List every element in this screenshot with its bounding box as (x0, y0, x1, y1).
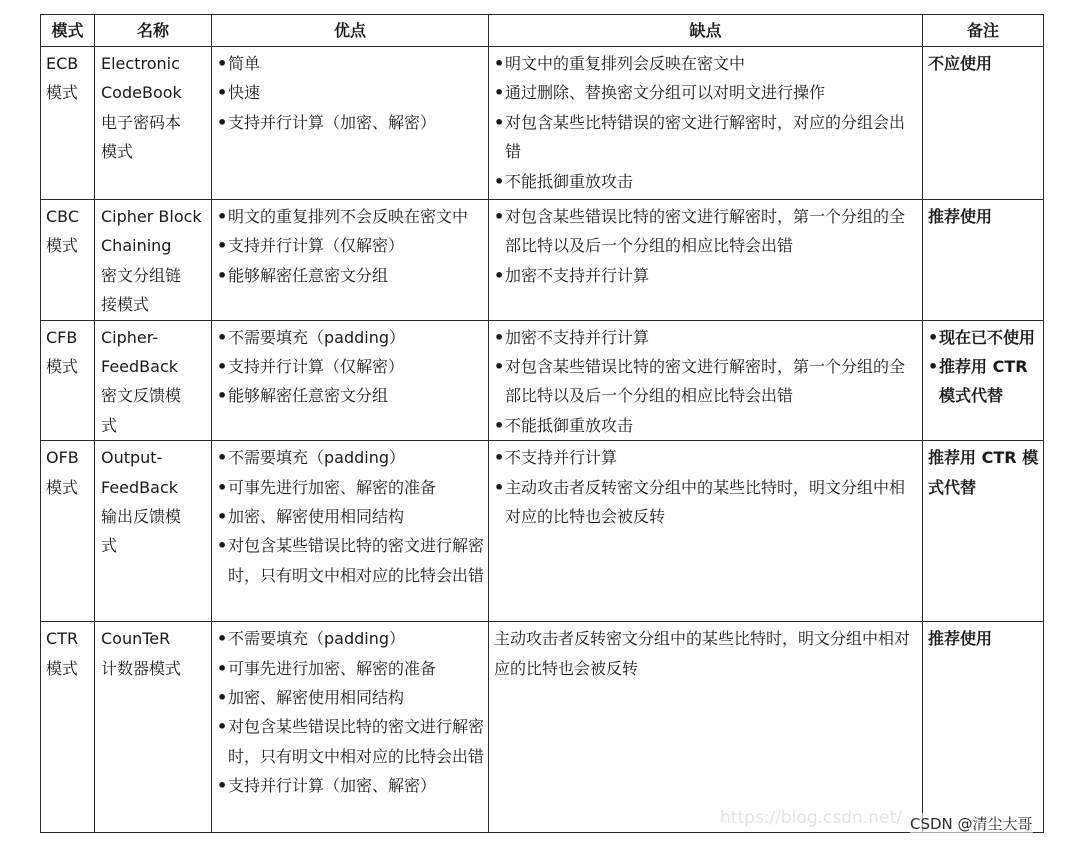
cons-item (494, 78, 918, 107)
bullet-icon: • (217, 207, 228, 226)
notes-cell: 推荐使用 (923, 200, 1044, 321)
bullet-icon: • (217, 536, 228, 556)
pros-cell (212, 441, 489, 622)
mode-abbr: OFB (46, 448, 79, 468)
pros-text: 可事先进行加密、解密的准备 (228, 658, 437, 678)
cons-item (494, 202, 918, 261)
bullet-icon: • (217, 265, 228, 285)
bullet-icon: • (494, 327, 505, 347)
pros-item (217, 231, 484, 260)
cons-item (494, 443, 918, 472)
notes-text: 现在已不使用 (939, 327, 1036, 347)
bullet-icon: • (494, 207, 505, 226)
pros-text: 加密、解密使用相同结构 (228, 507, 405, 527)
bullet-icon: • (217, 477, 228, 497)
name-line: CodeBook (101, 83, 182, 103)
name-cell (95, 47, 212, 200)
table-row-cfb (41, 320, 1044, 441)
name-line: Chaining (101, 236, 172, 256)
name-cell (95, 320, 212, 441)
cons-cell (489, 200, 923, 321)
cons-item (494, 167, 918, 196)
name-cell (95, 441, 212, 622)
header-name: 名称 (95, 15, 212, 47)
name-line: 式 (101, 536, 118, 556)
table-row-ecb (41, 47, 1044, 200)
cons-text: 主动攻击者反转密文分组中的某些比特时，明文分组中相对应的比特也会被反转 (505, 477, 906, 527)
pros-item (217, 654, 484, 683)
cons-text: 不支持并行计算 (505, 448, 618, 468)
name-cell (95, 200, 212, 321)
pros-text: 简单 (228, 54, 261, 73)
name-line: Electronic (101, 54, 180, 73)
bullet-icon: • (494, 54, 505, 73)
pros-cell (212, 200, 489, 321)
pros-text: 支持并行计算（加密、解密） (228, 776, 437, 796)
mode-suffix: 模式 (46, 357, 79, 377)
bullet-icon: • (217, 357, 228, 377)
bullet-icon: • (217, 448, 228, 468)
pros-item (217, 443, 484, 472)
pros-text: 不需要填充（padding） (228, 448, 406, 468)
mode-cell (41, 441, 95, 622)
cons-item (494, 261, 918, 290)
header-pros: 优点 (212, 15, 489, 47)
bullet-icon: • (494, 415, 505, 435)
mode-suffix: 模式 (46, 477, 79, 497)
bullet-icon: • (494, 357, 505, 377)
cons-text: 不能抵御重放攻击 (505, 415, 634, 435)
cons-item (494, 473, 918, 532)
pros-text: 能够解密任意密文分组 (228, 265, 389, 285)
pros-item (217, 202, 484, 231)
table-row-ofb (41, 441, 1044, 622)
pros-text: 明文的重复排列不会反映在密文中 (228, 207, 469, 226)
pros-item (217, 108, 484, 137)
name-line: 电子密码本 (101, 112, 182, 132)
pros-cell (212, 47, 489, 200)
bullet-icon: • (217, 688, 228, 708)
pros-text: 加密、解密使用相同结构 (228, 688, 405, 708)
pros-text: 对包含某些错误比特的密文进行解密时，只有明文中相对应的比特会出错 (228, 536, 485, 585)
pros-cell (212, 320, 489, 441)
name-line: 接模式 (101, 295, 150, 315)
cons-item (494, 108, 918, 167)
cons-item (494, 411, 918, 440)
cons-text: 明文中的重复排列会反映在密文中 (505, 54, 746, 73)
bullet-icon: • (217, 54, 228, 73)
bullet-icon: • (494, 171, 505, 191)
notes-cell: 推荐使用 (923, 622, 1044, 833)
pros-item (217, 502, 484, 531)
header-cons: 缺点 (489, 15, 923, 47)
pros-item (217, 49, 484, 78)
bullet-icon: • (494, 112, 505, 132)
pros-text: 不需要填充（padding） (228, 629, 406, 649)
pros-text: 可事先进行加密、解密的准备 (228, 477, 437, 497)
pros-text: 能够解密任意密文分组 (228, 386, 389, 406)
name-line: Cipher- (101, 327, 159, 347)
bullet-icon: • (494, 265, 505, 285)
pros-text: 支持并行计算（仅解密） (228, 236, 405, 256)
pros-item (217, 473, 484, 502)
bullet-icon: • (217, 658, 228, 678)
mode-cell (41, 47, 95, 200)
bullet-icon: • (928, 327, 939, 347)
pros-item (217, 712, 484, 771)
pros-text: 支持并行计算（仅解密） (228, 357, 405, 377)
name-line: 式 (101, 415, 118, 435)
table-row-ctr (41, 622, 1044, 833)
notes-item (928, 352, 1039, 411)
bullet-icon: • (217, 327, 228, 347)
block-cipher-modes-table (40, 14, 1044, 833)
header-row (41, 15, 1044, 47)
bullet-icon: • (217, 717, 228, 737)
bullet-icon: • (494, 448, 505, 468)
pros-item (217, 352, 484, 381)
mode-abbr: CBC (46, 207, 80, 226)
name-line: FeedBack (101, 357, 179, 377)
bullet-icon: • (217, 507, 228, 527)
cons-cell (489, 441, 923, 622)
bullet-icon: • (217, 629, 228, 649)
cons-cell (489, 47, 923, 200)
notes-item (928, 323, 1039, 352)
header-notes: 备注 (923, 15, 1044, 47)
bullet-icon: • (217, 83, 228, 103)
pros-text: 不需要填充（padding） (228, 327, 406, 347)
name-line: Output- (101, 448, 163, 468)
bullet-icon: • (217, 112, 228, 132)
pros-item (217, 78, 484, 107)
cons-cell: 主动攻击者反转密文分组中的某些比特时，明文分组中相对应的比特也会被反转 (489, 622, 923, 833)
name-line: 输出反馈模 (101, 507, 182, 527)
cons-text: 加密不支持并行计算 (505, 327, 650, 347)
cons-text: 不能抵御重放攻击 (505, 171, 634, 191)
mode-suffix: 模式 (46, 236, 79, 256)
mode-suffix: 模式 (46, 658, 79, 678)
table-row-cbc (41, 200, 1044, 321)
name-line: CounTeR (101, 629, 171, 649)
cons-text: 对包含某些错误比特的密文进行解密时，第一个分组的全部比特以及后一个分组的相应比特会出错 (505, 207, 906, 256)
mode-cell (41, 200, 95, 321)
bullet-icon: • (494, 477, 505, 497)
pros-item (217, 683, 484, 712)
cons-text: 对包含某些比特错误的密文进行解密时，对应的分组会出错 (505, 112, 906, 162)
name-line: 密文反馈模 (101, 386, 182, 406)
mode-cell (41, 622, 95, 833)
pros-item (217, 261, 484, 290)
cons-item (494, 352, 918, 411)
cons-item (494, 49, 918, 78)
pros-item (217, 771, 484, 800)
cons-text: 通过删除、替换密文分组可以对明文进行操作 (505, 83, 826, 103)
cons-text: 加密不支持并行计算 (505, 265, 650, 285)
notes-cell (923, 320, 1044, 441)
bullet-icon: • (928, 357, 939, 377)
notes-text: 推荐用 CTR 模式代替 (939, 357, 1028, 406)
name-line: 计数器模式 (101, 658, 182, 678)
pros-text: 支持并行计算（加密、解密） (228, 112, 437, 132)
header-mode: 模式 (41, 15, 95, 47)
name-line: 密文分组链 (101, 265, 182, 285)
bullet-icon: • (217, 386, 228, 406)
bullet-icon: • (494, 83, 505, 103)
pros-text: 快速 (228, 83, 261, 103)
cons-cell (489, 320, 923, 441)
notes-cell: 不应使用 (923, 47, 1044, 200)
mode-abbr: CFB (46, 327, 78, 347)
pros-item (217, 624, 484, 653)
mode-abbr: ECB (46, 54, 79, 73)
pros-cell (212, 622, 489, 833)
pros-item (217, 531, 484, 590)
notes-cell: 推荐用 CTR 模式代替 (923, 441, 1044, 622)
name-line: FeedBack (101, 477, 179, 497)
cons-item (494, 323, 918, 352)
name-line: 模式 (101, 142, 134, 162)
bullet-icon: • (217, 236, 228, 256)
pros-item (217, 323, 484, 352)
mode-suffix: 模式 (46, 83, 79, 103)
cons-text: 对包含某些错误比特的密文进行解密时，第一个分组的全部比特以及后一个分组的相应比特会出错 (505, 357, 906, 406)
bullet-icon: • (217, 776, 228, 796)
pros-item (217, 381, 484, 410)
name-cell (95, 622, 212, 833)
source-credit: CSDN @清尘大哥 (910, 815, 1033, 833)
mode-cell (41, 320, 95, 441)
mode-abbr: CTR (46, 629, 79, 649)
name-line: Cipher Block (101, 207, 202, 226)
pros-text: 对包含某些错误比特的密文进行解密时，只有明文中相对应的比特会出错 (228, 717, 485, 766)
watermark-url: https://blog.csdn.net/ (720, 808, 902, 828)
